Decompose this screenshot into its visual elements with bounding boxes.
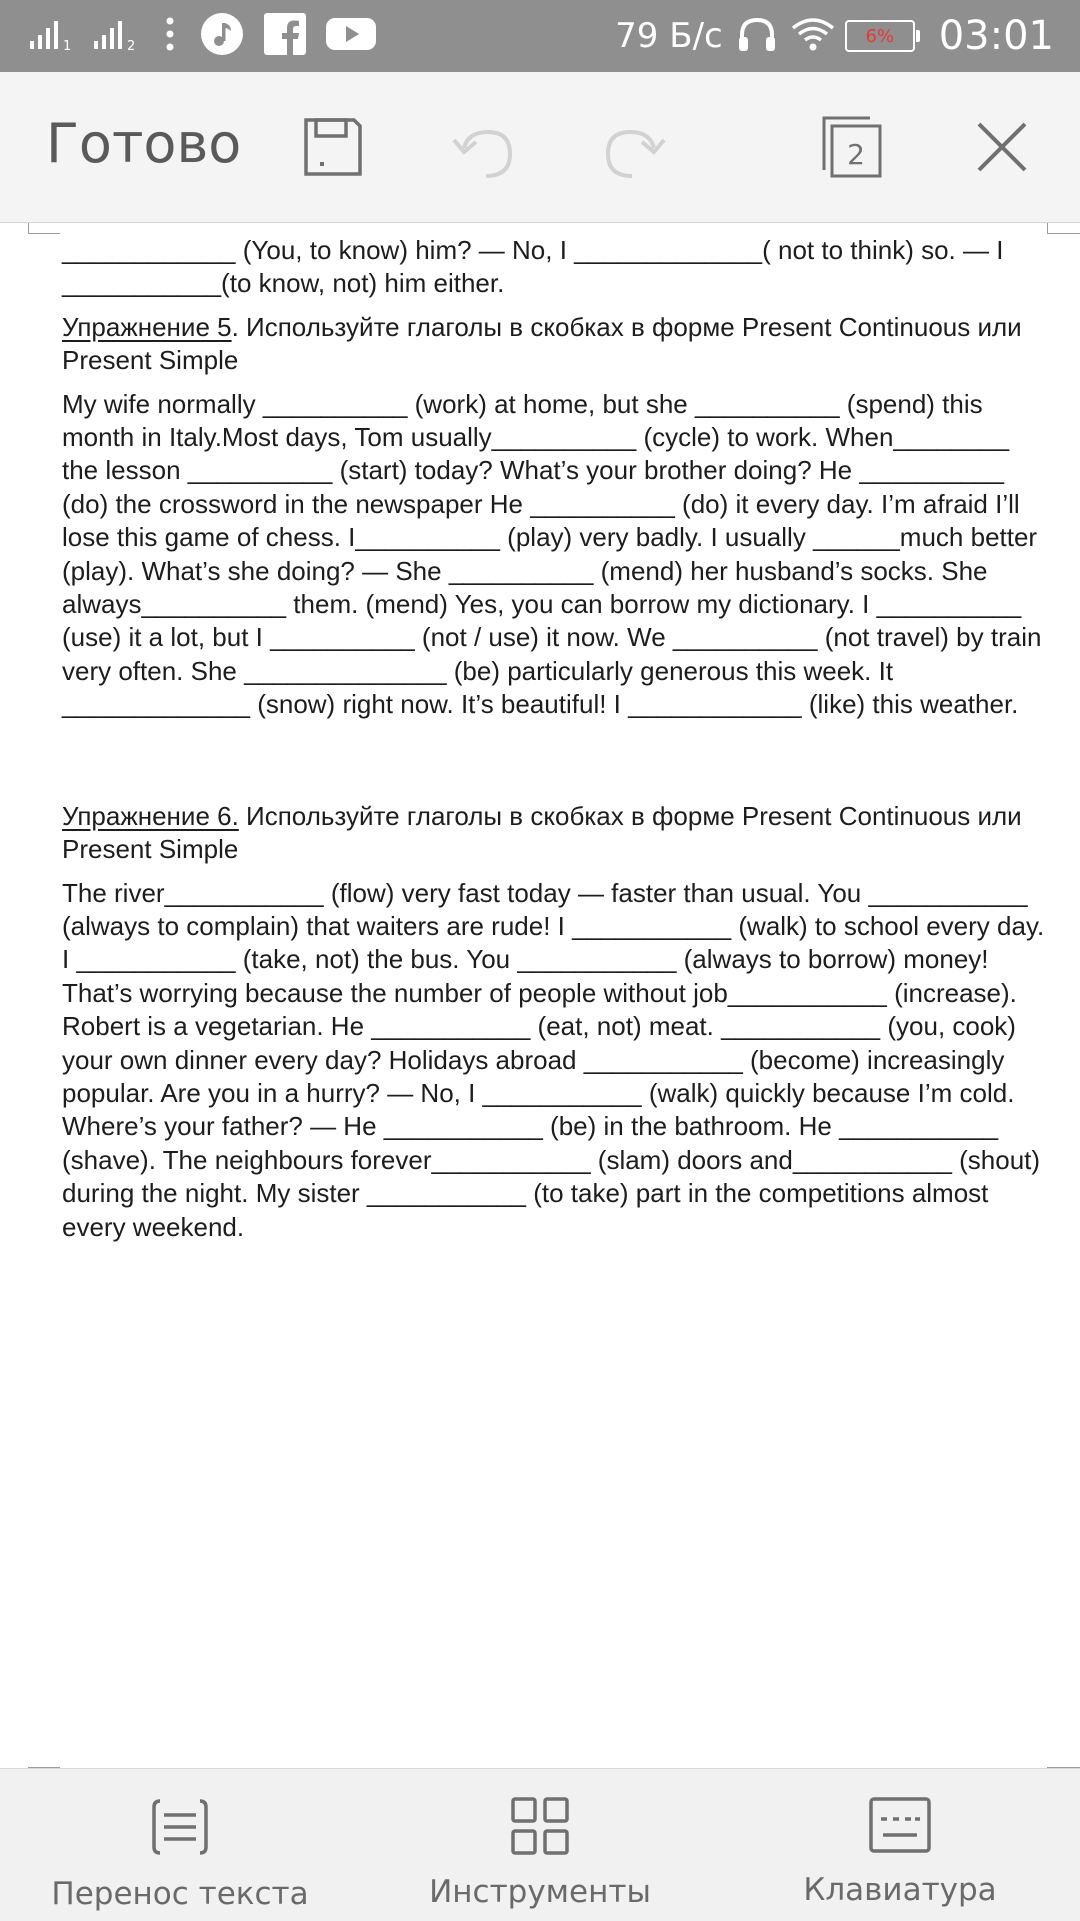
crop-mark bbox=[28, 223, 29, 233]
undo-icon[interactable] bbox=[452, 120, 516, 183]
sim2-label: 2 bbox=[127, 38, 136, 51]
exercise5-heading bbox=[62, 311, 1050, 378]
text-wrap-icon bbox=[150, 1797, 210, 1862]
text-wrap-label: Перенос текста bbox=[51, 1876, 309, 1912]
crop-mark bbox=[1047, 223, 1048, 233]
status-bar-right bbox=[615, 0, 1054, 72]
exercise6-title: Упражнение 6. bbox=[62, 800, 239, 831]
tools-label: Инструменты bbox=[429, 1874, 651, 1910]
done-button[interactable]: Готово bbox=[46, 112, 242, 175]
signal-sim1-icon bbox=[30, 17, 76, 56]
pages-count: 2 bbox=[847, 138, 865, 171]
exercise5-body: My wife normally __________ (work) at home, but she __________ (spend) this month in Italy.Most days, Tom usually__________ (cycle) to work. When________ the lesson __________ (start) today? What’s your brother doing? He __________ (do) the crossword in the newspaper He __________ (do) it every day. I’m afraid I’ll lose this game of chess. I__________ (play) very badly. I usually ______much better (play). What’s she doing? — She __________ (mend) her husband’s socks. She always__________ them. (mend) Yes, you can borrow my dictionary. I __________ (use) it a lot, but I __________ (not / use) it now. We __________ (not travel) by train very often. She ______________ (be) particularly generous this week. It _____________ (snow) right now. It’s beautiful! I ____________ (like) this weather. bbox=[62, 388, 1042, 720]
save-icon[interactable] bbox=[302, 116, 364, 183]
headphones-icon bbox=[737, 15, 777, 58]
tools-button[interactable] bbox=[429, 1769, 651, 1921]
exercise6-body: The river___________ (flow) very fast today — faster than usual. You ___________ (always to complain) that waiters are rude! I ___________ (walk) to school every day. I ___________ (take, not) the bus. You ___________ (always to borrow) money! That’s worrying because the number of people without job___________ (increase). Robert is a vegetarian. He ___________ (eat, not) meat. ___________ (you, cook) your own dinner every day? Holidays abroad ___________ (become) increasingly popular. Are you in a hurry? — No, I ___________ (walk) quickly because I’m cold. Where’s your father? — He ___________ (be) in the bathroom. He ___________ (shave). The neighbours forever___________ (slam) doors and___________ (shout) during the night. My sister ___________ (to take) part in the competitions almost every weekend. bbox=[62, 877, 1045, 1242]
close-icon[interactable] bbox=[976, 121, 1028, 178]
music-app-icon bbox=[200, 12, 244, 61]
exercise5-title: Упражнение 5 bbox=[62, 311, 232, 342]
status-bar bbox=[0, 0, 1080, 72]
more-dots-icon bbox=[166, 16, 174, 57]
wifi-icon bbox=[791, 16, 835, 57]
keyboard-label: Клавиатура bbox=[803, 1872, 997, 1908]
document-view[interactable] bbox=[0, 223, 1080, 1768]
text-wrap-button[interactable] bbox=[51, 1769, 309, 1921]
battery-percent: 6% bbox=[865, 25, 894, 47]
crop-mark bbox=[28, 233, 60, 234]
exercise6-instruction: Используйте глаголы в скобках в форме Present Continuous или Present Simple bbox=[62, 800, 1022, 865]
battery-icon bbox=[845, 20, 915, 52]
facebook-icon bbox=[264, 13, 306, 60]
document-page bbox=[62, 234, 1050, 1244]
youtube-icon bbox=[326, 16, 376, 57]
exercise5-instruction: . Используйте глаголы в скобках в форме Present Continuous или Present Simple bbox=[62, 311, 1022, 376]
bottom-bar bbox=[0, 1768, 1080, 1921]
crop-mark bbox=[1047, 233, 1080, 234]
signal-sim2-icon bbox=[94, 17, 140, 56]
keyboard-button[interactable] bbox=[803, 1769, 997, 1921]
editor-toolbar bbox=[0, 72, 1080, 223]
intro-paragraph: ____________ (You, to know) him? — No, I _____________( not to think) so. — I ___________(to know, not) him either. bbox=[62, 235, 1004, 299]
redo-icon[interactable] bbox=[602, 120, 666, 183]
sim1-label: 1 bbox=[63, 38, 72, 51]
tools-grid-icon bbox=[511, 1797, 569, 1860]
clock: 03:01 bbox=[938, 13, 1054, 59]
exercise6-heading bbox=[62, 800, 1050, 867]
pages-icon[interactable] bbox=[820, 114, 884, 185]
status-bar-left bbox=[30, 0, 396, 72]
network-speed: 79 Б/с bbox=[615, 16, 723, 56]
keyboard-icon bbox=[869, 1797, 931, 1858]
